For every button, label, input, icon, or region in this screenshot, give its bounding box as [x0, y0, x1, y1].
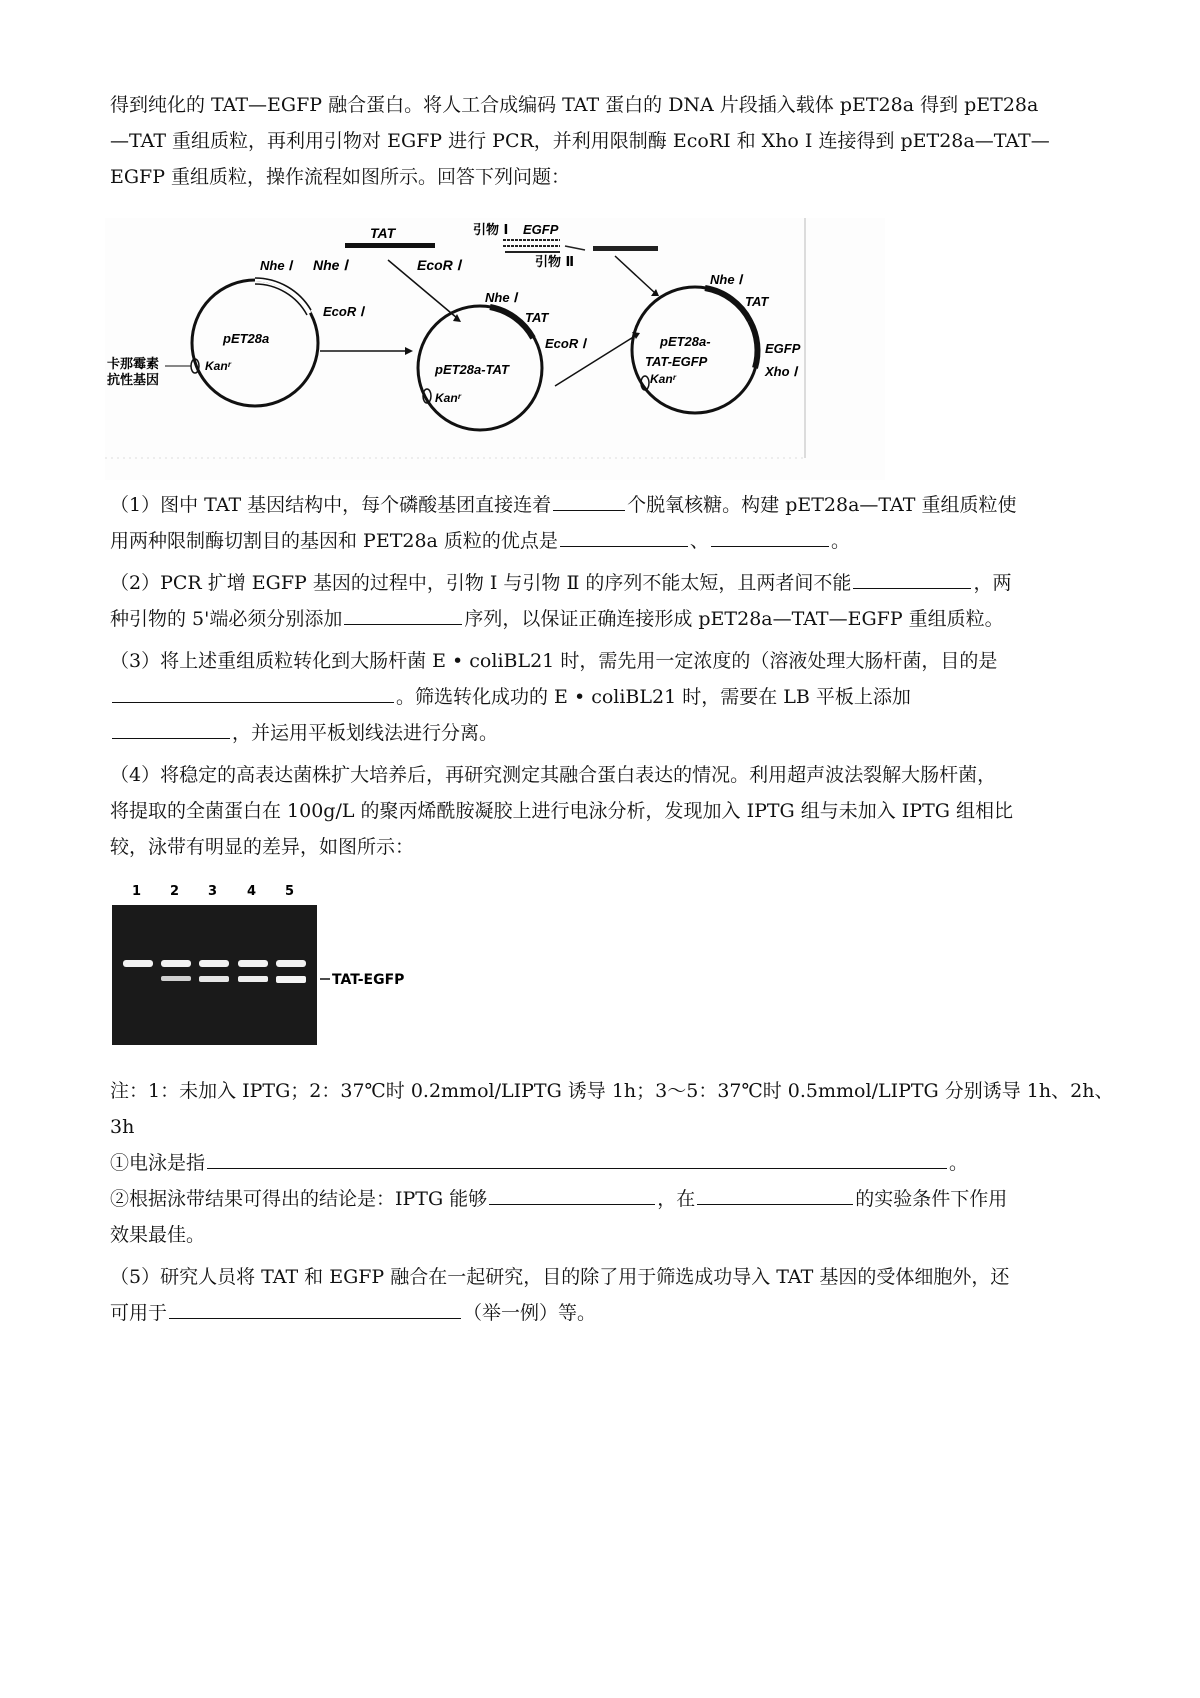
q4-sub2-text-c: 的实验条件下作用 [855, 1188, 1008, 1210]
gel-band-lane4-egfp [238, 976, 268, 982]
tat-label-p3: TAT [745, 294, 769, 309]
plasmid-construction-diagram [105, 218, 885, 480]
gel-background [112, 905, 317, 1045]
primer-1-label: 引物 Ⅰ [473, 223, 509, 238]
q3-text-b: 。筛选转化成功的 E • coliBL21 时，需要在 LB 平板上添加 [396, 686, 911, 708]
gel-tat-egfp-label: TAT-EGFP [332, 972, 405, 988]
ecor1-label-top: EcoR Ⅰ [417, 257, 461, 273]
plasmid-2-name: pET28a-TAT [435, 362, 509, 377]
q2-text-b: ，两 [973, 572, 1012, 594]
q4-line-2: 将提取的全菌蛋白在 100g/L 的聚丙烯酰胺凝胶上进行电泳分析，发现加入 IPTG 组与未加入 IPTG 组相比 [110, 800, 1013, 822]
q3-text-c: ，并运用平板划线法进行分离。 [232, 722, 499, 744]
q5-text-b: 可用于 [110, 1302, 168, 1324]
gel-lane-5-label: 5 [285, 884, 295, 899]
kan-label-p2: Kanʳ [435, 391, 462, 405]
q1-sep: 、 [689, 530, 709, 552]
q5-line-2 [110, 1300, 596, 1326]
q2-text-a: （2）PCR 扩增 EGFP 基因的过程中，引物 Ⅰ 与引物 Ⅱ 的序列不能太短，且两者间不能 [110, 572, 852, 594]
nhe1-label-p2: Nhe Ⅰ [485, 290, 518, 305]
ecor1-label-p2: EcoR Ⅰ [545, 336, 586, 351]
q2-blank-2[interactable] [344, 606, 462, 625]
q3-line-2 [110, 684, 911, 710]
tat-label-p2: TAT [525, 310, 549, 325]
nhe1-label-p1: Nhe Ⅰ [260, 258, 293, 273]
q5-blank[interactable] [169, 1300, 461, 1319]
tat-fragment-label: TAT [370, 225, 396, 241]
q1-text-a: （1）图中 TAT 基因结构中，每个磷酸基团直接连着 [110, 494, 552, 516]
q4-sub2-line-1 [110, 1186, 1007, 1212]
intro-line-1: 得到纯化的 TAT—EGFP 融合蛋白。将人工合成编码 TAT 蛋白的 DNA 片段插入载体 pET28a 得到 pET28a [110, 94, 1039, 116]
q4-line-3: 较，泳带有明显的差异，如图所示： [110, 836, 415, 858]
nhe1-label-top: Nhe Ⅰ [313, 257, 348, 273]
q4-sub2-line-2: 效果最佳。 [110, 1224, 206, 1246]
gel-band-lane1-upper [123, 960, 153, 967]
intro-line-2: —TAT 重组质粒，再利用引物对 EGFP 进行 PCR，并利用限制酶 EcoRI 和 Xho Ⅰ 连接得到 pET28a—TAT— [110, 130, 1050, 152]
gel-band-lane5-egfp [276, 976, 306, 983]
electrophoresis-gel [110, 880, 430, 1050]
q4-sub2-text-b: ，在 [657, 1188, 696, 1210]
egfp-product [593, 246, 658, 251]
tat-fragment [345, 243, 435, 248]
q1-blank-2[interactable] [560, 528, 688, 547]
q4-sub2-blank-2[interactable] [697, 1186, 853, 1205]
plasmid-1-name: pET28a [223, 331, 270, 346]
q4-sub1-blank[interactable] [207, 1150, 947, 1169]
q3-blank-1[interactable] [112, 684, 394, 703]
note-line-1: 注：1：未加入 IPTG；2：37℃时 0.2mmol/LIPTG 诱导 1h；3～5：37℃时 0.5mmol/LIPTG 分别诱导 1h、2h、 [110, 1080, 1114, 1102]
gel-band-lane4-upper [238, 960, 268, 967]
gel-lane-3-label: 3 [208, 884, 218, 899]
q4-sub1-end: 。 [949, 1152, 969, 1174]
q4-sub2-blank-1[interactable] [489, 1186, 655, 1205]
q4-sub2-text-a: ②根据泳带结果可得出的结论是：IPTG 能够 [110, 1188, 488, 1210]
egfp-label-top: EGFP [523, 222, 559, 237]
intro-line-3: EGFP 重组质粒，操作流程如图所示。回答下列问题： [110, 166, 571, 188]
gel-band-lane2-egfp [161, 976, 191, 981]
nhe1-label-p3: Nhe Ⅰ [710, 272, 743, 287]
note-line-2: 3h [110, 1116, 135, 1138]
q2-blank-1[interactable] [853, 570, 971, 589]
primer-2-label: 引物 Ⅱ [535, 255, 575, 270]
gel-lane-2-label: 2 [170, 884, 180, 899]
q3-blank-2[interactable] [112, 720, 230, 739]
plasmid-3-name-b: TAT-EGFP [645, 354, 708, 369]
kan-label-p3: Kanʳ [650, 372, 677, 386]
gel-band-lane3-egfp [199, 976, 229, 982]
q2-text-d: 序列，以保证正确连接形成 pET28a—TAT—EGFP 重组质粒。 [464, 608, 1004, 630]
q1-text-c: 用两种限制酶切割目的基因和 PET28a 质粒的优点是 [110, 530, 558, 552]
kan-gene-label-2: 抗性基因 [107, 373, 160, 388]
q2-line-2 [110, 606, 1004, 632]
q1-blank-1[interactable] [553, 492, 625, 511]
q3-line-1: （3）将上述重组质粒转化到大肠杆菌 E • coliBL21 时，需先用一定浓度的（溶液处理大肠杆菌，目的是 [110, 650, 998, 672]
gel-band-lane5-upper [276, 960, 306, 967]
ecor1-label-p1: EcoR Ⅰ [323, 304, 364, 319]
q1-end: 。 [830, 530, 850, 552]
q4-line-1: （4）将稳定的高表达菌株扩大培养后，再研究测定其融合蛋白表达的情况。利用超声波法裂解大肠杆菌， [110, 764, 997, 786]
q4-sub1-line [110, 1150, 968, 1176]
q1-blank-3[interactable] [711, 528, 829, 547]
q4-sub1-text: ①电泳是指 [110, 1152, 206, 1174]
q1-text-b: 个脱氧核糖。构建 pET28a—TAT 重组质粒使 [627, 494, 1017, 516]
q1-line-1 [110, 492, 1016, 518]
q3-line-3 [110, 720, 498, 746]
q5-line-1: （5）研究人员将 TAT 和 EGFP 融合在一起研究，目的除了用于筛选成功导入 TAT 基因的受体细胞外，还 [110, 1266, 1010, 1288]
gel-band-lane3-upper [199, 960, 229, 967]
plasmid-3-name-a: pET28a- [660, 334, 711, 349]
egfp-label-p3: EGFP [765, 341, 801, 356]
xho1-label-p3: Xho Ⅰ [765, 364, 797, 379]
kan-label-p1: Kanʳ [205, 359, 232, 373]
q5-text-c: （举一例）等。 [463, 1302, 597, 1324]
kan-gene-label-1: 卡那霉素 [107, 357, 160, 372]
q1-line-2 [110, 528, 850, 554]
q2-line-1 [110, 570, 1011, 596]
gel-lane-4-label: 4 [247, 884, 257, 899]
gel-lane-1-label: 1 [132, 884, 142, 899]
q2-text-c: 种引物的 5'端必须分别添加 [110, 608, 343, 630]
gel-band-lane2-upper [161, 960, 191, 967]
